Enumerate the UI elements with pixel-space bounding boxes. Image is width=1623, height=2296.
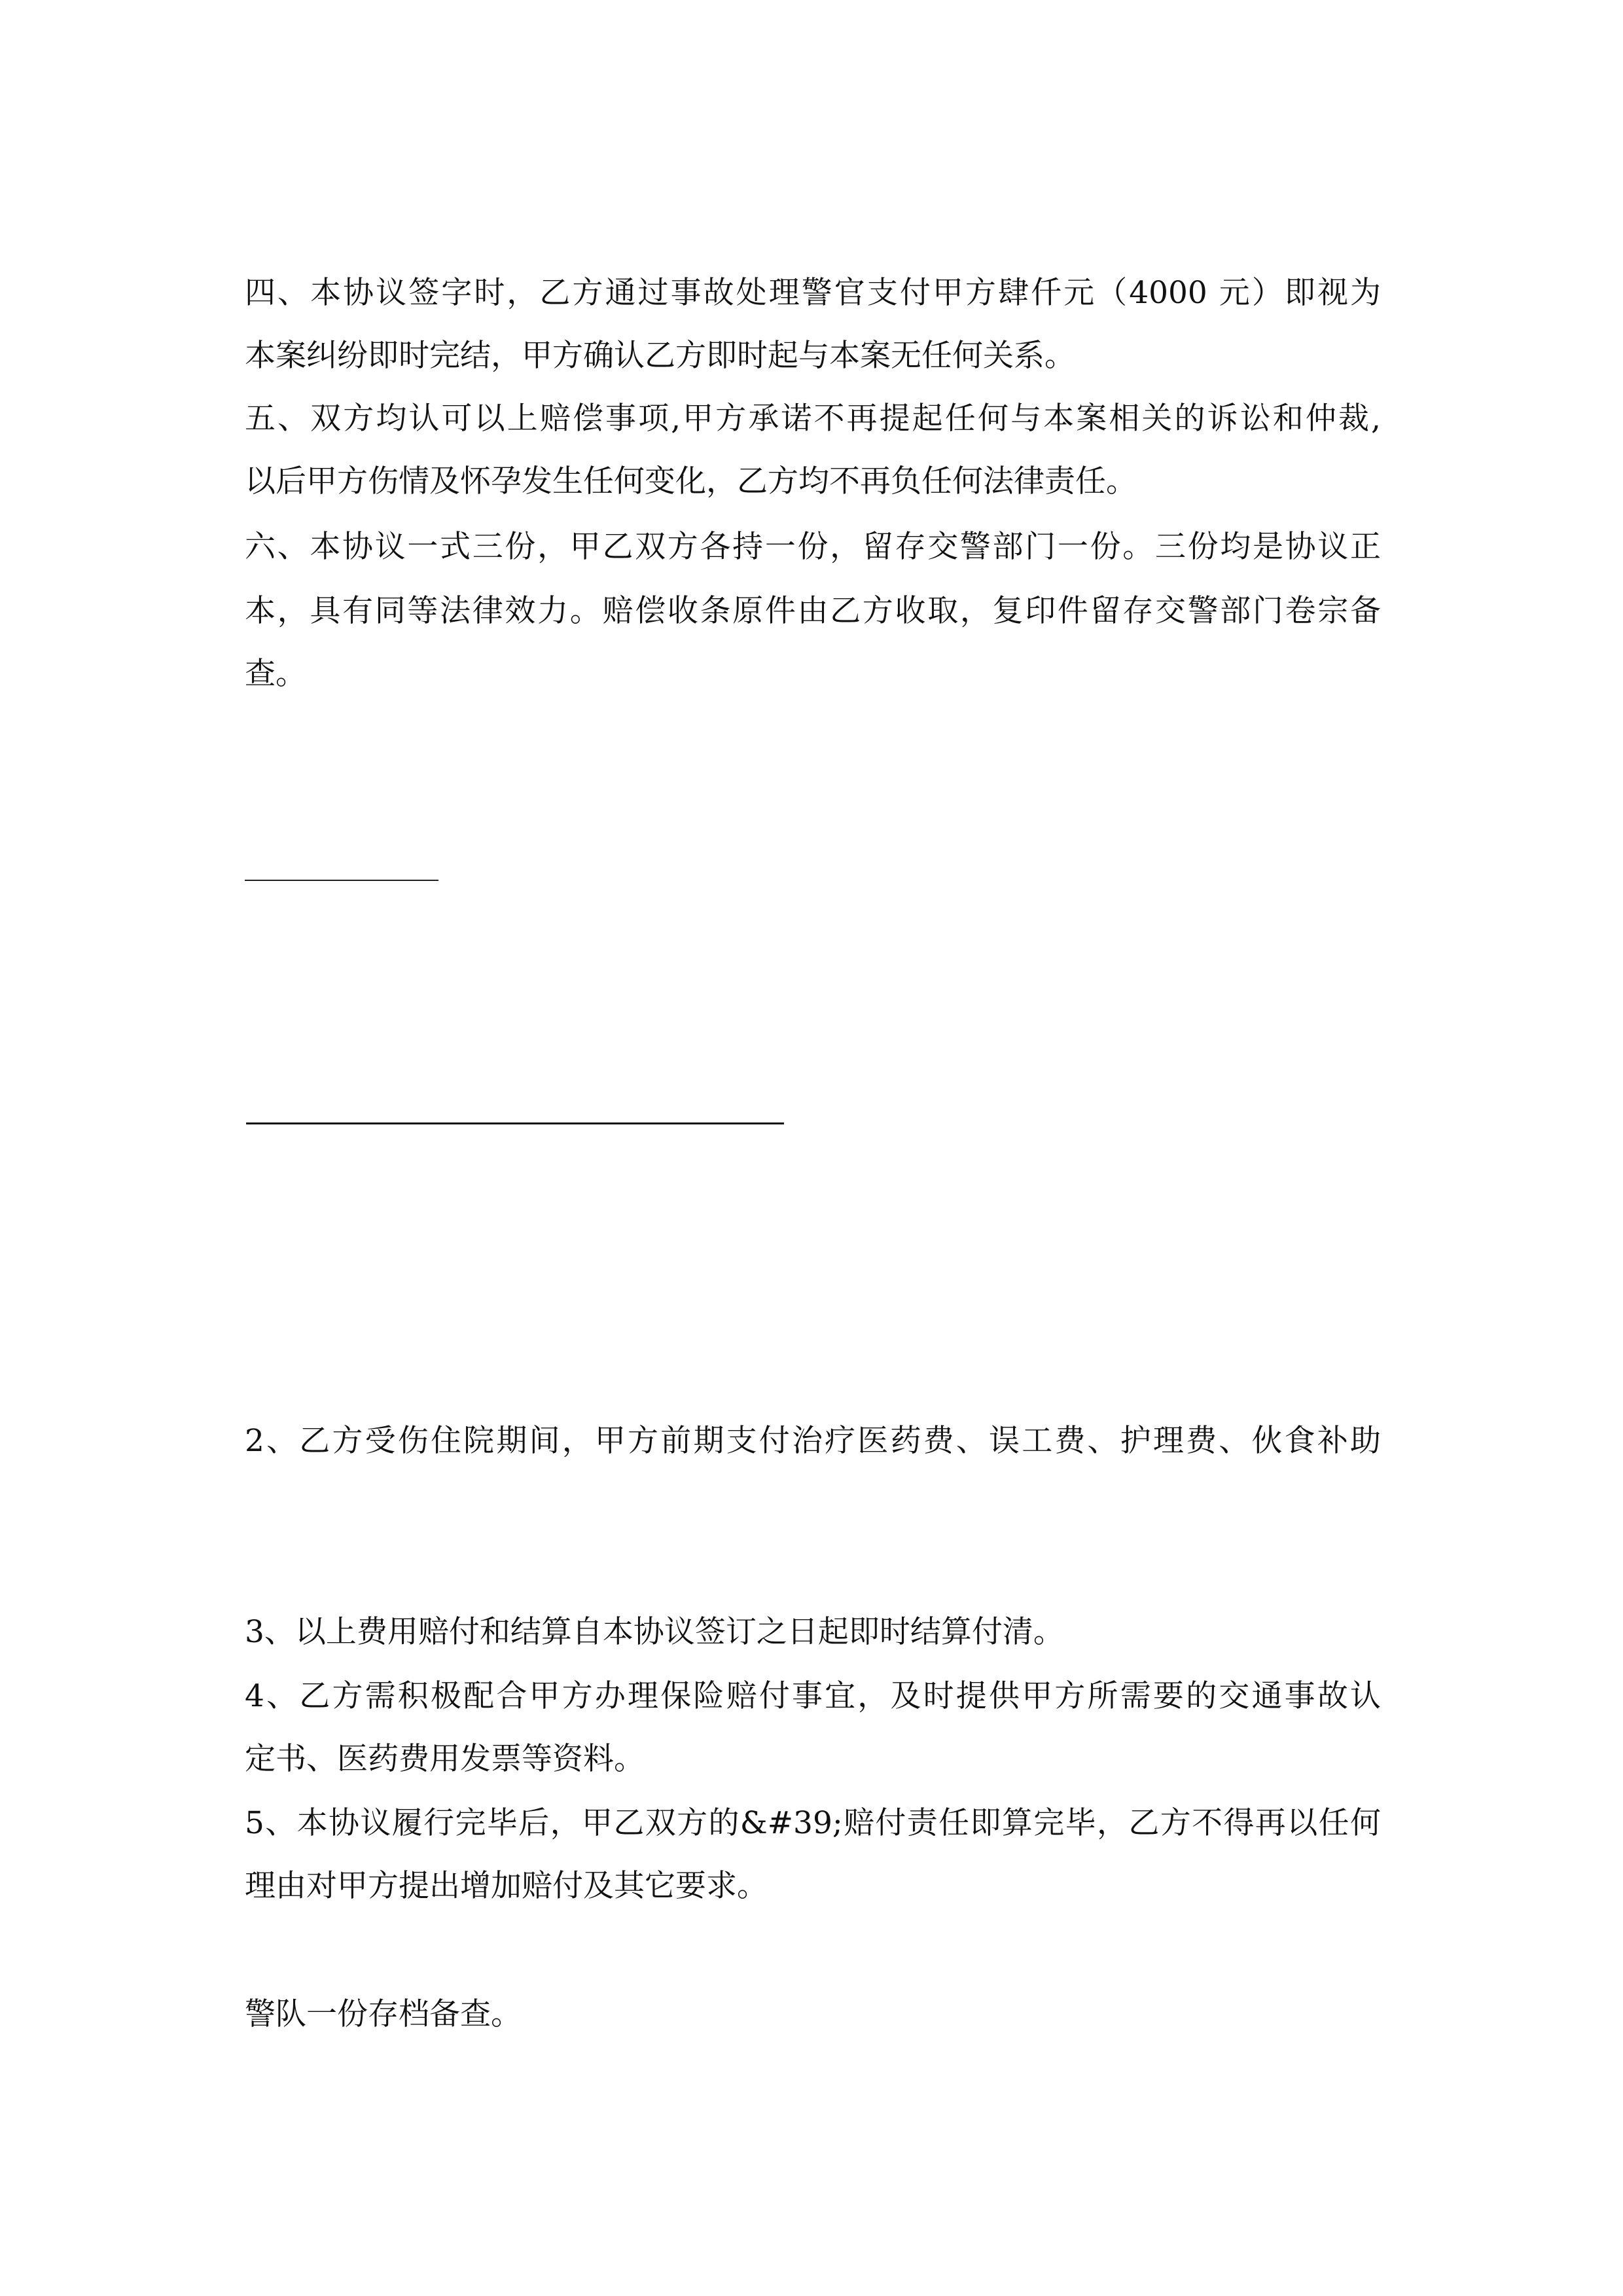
item-3: 3、以上费用赔付和结算自本协议签订之日起即时结算付清。	[245, 1614, 1064, 1650]
party-b-agent-field	[245, 880, 438, 881]
item-1-line-1	[245, 1295, 1381, 1334]
phone-row	[245, 975, 1381, 1014]
clause-4-line-1: 四、本协议签字时，乙方通过事故处理警官支付甲方肆仟元（4000 元）即视为	[245, 275, 1381, 311]
item-5-line-1: 5、本协议履行完毕后，甲乙双方的&#39;赔付责任即算完毕，乙方不得再以任何	[245, 1805, 1381, 1841]
section-separator: ————————————————————	[245, 1103, 781, 1139]
item-5-line-2: 理由对甲方提出增加赔付及其它要求。	[245, 1868, 768, 1904]
clause-4-line-2: 本案纠纷即时完结，甲方确认乙方即时起与本案无任何关系。	[245, 338, 1075, 374]
item-4-line-2: 定书、医药费用发票等资料。	[245, 1741, 645, 1777]
item-6-line-2: 警队一份存档备查。	[245, 1996, 522, 2032]
agent-signature-row	[245, 783, 1381, 822]
item-2-line-2	[245, 1486, 1381, 1525]
clause-6-line-1: 六、本协议一式三份，甲乙双方各持一份，留存交警部门一份。三份均是协议正	[245, 529, 1381, 565]
date-row	[245, 1038, 1381, 1077]
party-b-row	[245, 1230, 1381, 1270]
party-a-row	[245, 1166, 1381, 1206]
clause-5-line-1: 五、双方均认可以上赔偿事项,甲方承诺不再提起任何与本案相关的诉讼和仲裁,	[245, 401, 1381, 437]
clause-3	[245, 211, 1381, 250]
item-6-line-1	[245, 1932, 1381, 1971]
signature-row	[245, 719, 1381, 758]
item-2-line-3	[245, 1549, 1381, 1588]
clause-5-line-2: 以后甲方伤情及怀孕发生任何变化，乙方均不再负任何法律责任。	[245, 463, 1137, 499]
item-1-line-2	[245, 1357, 1381, 1397]
item-4-line-1: 4、乙方需积极配合甲方办理保险赔付事宜，及时提供甲方所需要的交通事故认	[245, 1678, 1381, 1714]
address-row	[245, 911, 1381, 950]
clause-6-line-3: 查。	[245, 656, 306, 692]
item-2-line-1: 2、乙方受伤住院期间，甲方前期支付治疗医药费、误工费、护理费、伙食补助	[245, 1423, 1381, 1459]
clause-6-line-2: 本，具有同等法律效力。赔偿收条原件由乙方收取，复印件留存交警部门卷宗备	[245, 593, 1381, 629]
